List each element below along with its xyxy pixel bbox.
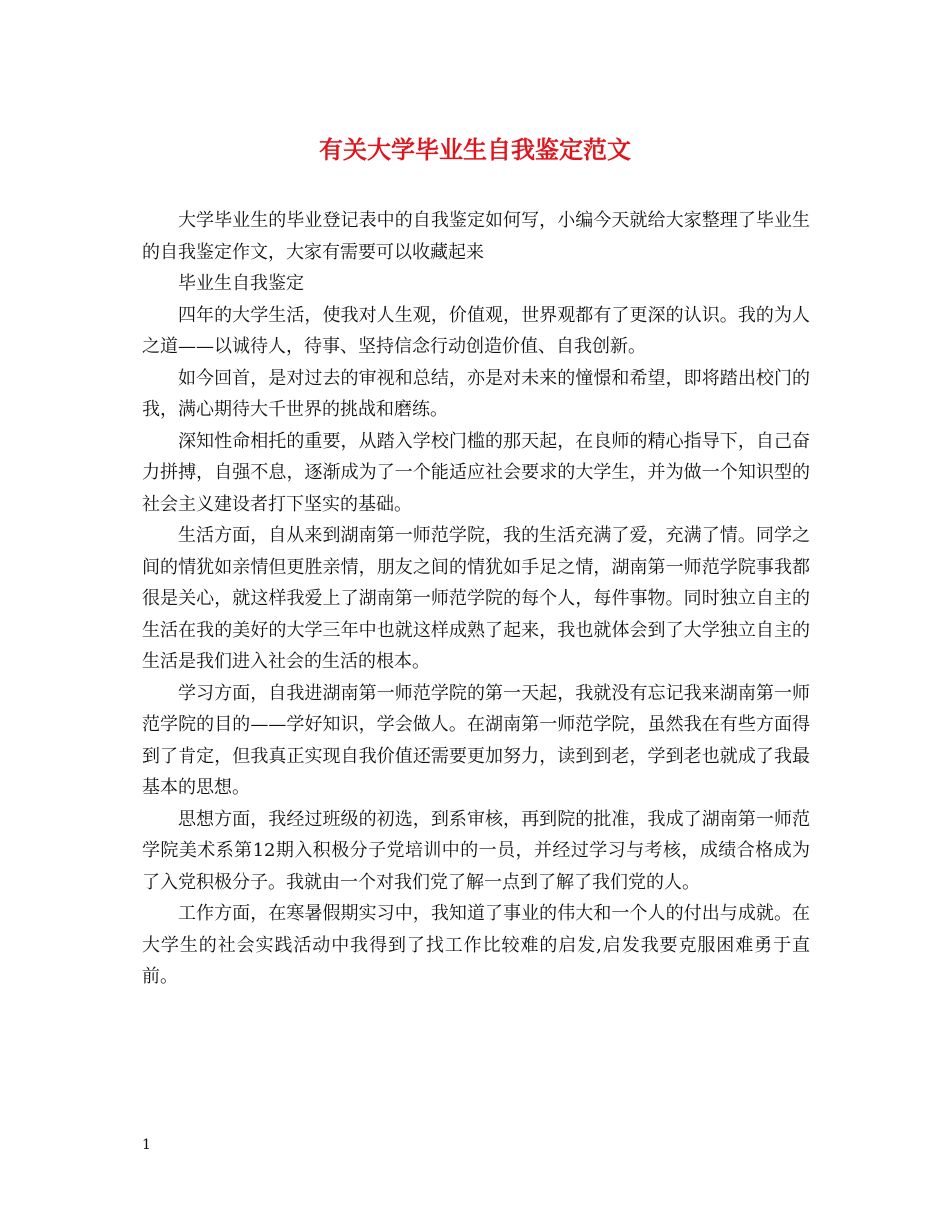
page-number: 1 bbox=[142, 1137, 151, 1153]
paragraph: 思想方面，我经过班级的初选，到系审核，再到院的批准，我成了湖南第一师范学院美术系第12期入积极分子党培训中的一员，并经过学习与考核，成绩合格成为了入党积极分子。我就由一个对我们党了解一点到了解了我们党的人。 bbox=[142, 808, 810, 893]
document-body bbox=[142, 205, 810, 993]
paragraph: 工作方面，在寒暑假期实习中，我知道了事业的伟大和一个人的付出与成就。在大学生的社会实践活动中我得到了找工作比较难的启发,启发我要克服困难勇于直前。 bbox=[142, 903, 810, 987]
paragraph: 四年的大学生活，使我对人生观，价值观，世界观都有了更深的认识。我的为人之道——以诚待人，待事、坚持信念行动创造价值、自我创新。 bbox=[142, 304, 810, 357]
paragraph: 学习方面，自我进湖南第一师范学院的第一天起，我就没有忘记我来湖南第一师范学院的目的——学好知识，学会做人。在湖南第一师范学院，虽然我在有些方面得到了肯定，但我真正实现自我价值还需要更加努力，读到到老，学到老也就成了我最基本的思想。 bbox=[142, 682, 810, 798]
paragraph-heading: 毕业生自我鉴定 bbox=[178, 273, 304, 294]
paragraph: 深知性命相托的重要，从踏入学校门槛的那天起，在良师的精心指导下，自己奋力拼搏，自强不息，逐渐成为了一个能适应社会要求的大学生，并为做一个知识型的社会主义建设者打下坚实的基础。 bbox=[142, 430, 810, 515]
document-title: 有关大学毕业生自我鉴定范文 bbox=[319, 135, 631, 164]
paragraph: 如今回首，是对过去的审视和总结，亦是对未来的憧憬和希望，即将踏出校门的我，满心期待大千世界的挑战和磨练。 bbox=[142, 367, 810, 420]
paragraph-intro: 大学毕业生的毕业登记表中的自我鉴定如何写，小编今天就给大家整理了毕业生的自我鉴定作文，大家有需要可以收藏起来 bbox=[142, 210, 810, 263]
paragraph: 生活方面，自从来到湖南第一师范学院，我的生活充满了爱，充满了情。同学之间的情犹如亲情但更胜亲情，朋友之间的情犹如手足之情，湖南第一师范学院事我都很是关心，就这样我爱上了湖南第一师范学院的每个人，每件事物。同时独立自主的生活在我的美好的大学三年中也就这样成熟了起来，我也就体会到了大学独立自主的生活是我们进入社会的生活的根本。 bbox=[142, 525, 810, 672]
